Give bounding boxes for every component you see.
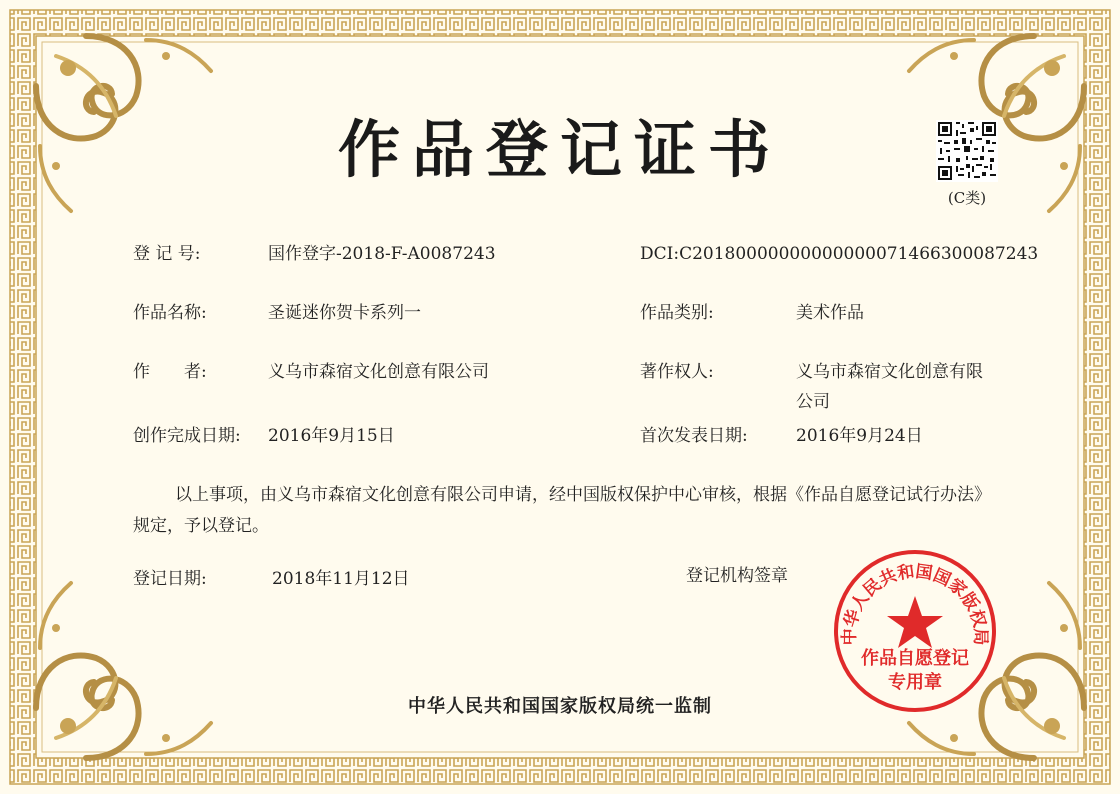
work-name-value: 圣诞迷你贺卡系列一	[268, 303, 421, 323]
author-value: 义乌市森宿文化创意有限公司	[268, 362, 489, 382]
seal-ring-text: 中华人民共和国国家版权局	[839, 561, 991, 646]
star-icon	[887, 596, 943, 648]
dci-code: DCI:C20180000000000000071466300087243	[640, 244, 1039, 264]
issuer-footer: 中华人民共和国国家版权局统一监制	[408, 696, 712, 717]
certificate-class: (C类)	[947, 189, 987, 207]
publish-date-label: 首次发表日期:	[640, 426, 748, 446]
official-seal	[830, 546, 1000, 716]
certificate-title: 作品登记证书	[337, 113, 782, 186]
reg-no-label: 登 记 号:	[133, 244, 201, 264]
owner-value: 义乌市森宿文化创意有限公司	[796, 362, 983, 412]
category-label: 作品类别:	[640, 303, 714, 323]
author-label: 作 者:	[133, 362, 207, 382]
creation-date-label: 创作完成日期:	[133, 426, 241, 446]
work-name-label: 作品名称:	[133, 303, 207, 323]
publish-date-value: 2016年9月24日	[796, 426, 923, 446]
seal-line1: 作品自愿登记	[861, 648, 969, 669]
statement-paragraph: 以上事项，由义乌市森宿文化创意有限公司申请，经中国版权保护中心审核，根据《作品自愿登记试行办法》规定，予以登记。	[133, 485, 983, 536]
creation-date-value: 2016年9月15日	[268, 426, 395, 446]
reg-date-value: 2018年11月12日	[272, 569, 410, 589]
qr-code-icon	[936, 120, 998, 182]
reg-date-label: 登记日期:	[133, 569, 207, 589]
seal-label: 登记机构签章	[686, 566, 788, 586]
seal-line2: 专用章	[888, 672, 942, 693]
owner-label: 著作权人:	[640, 362, 714, 382]
reg-no-value: 国作登字-2018-F-A0087243	[268, 244, 496, 264]
category-value: 美术作品	[796, 303, 864, 323]
